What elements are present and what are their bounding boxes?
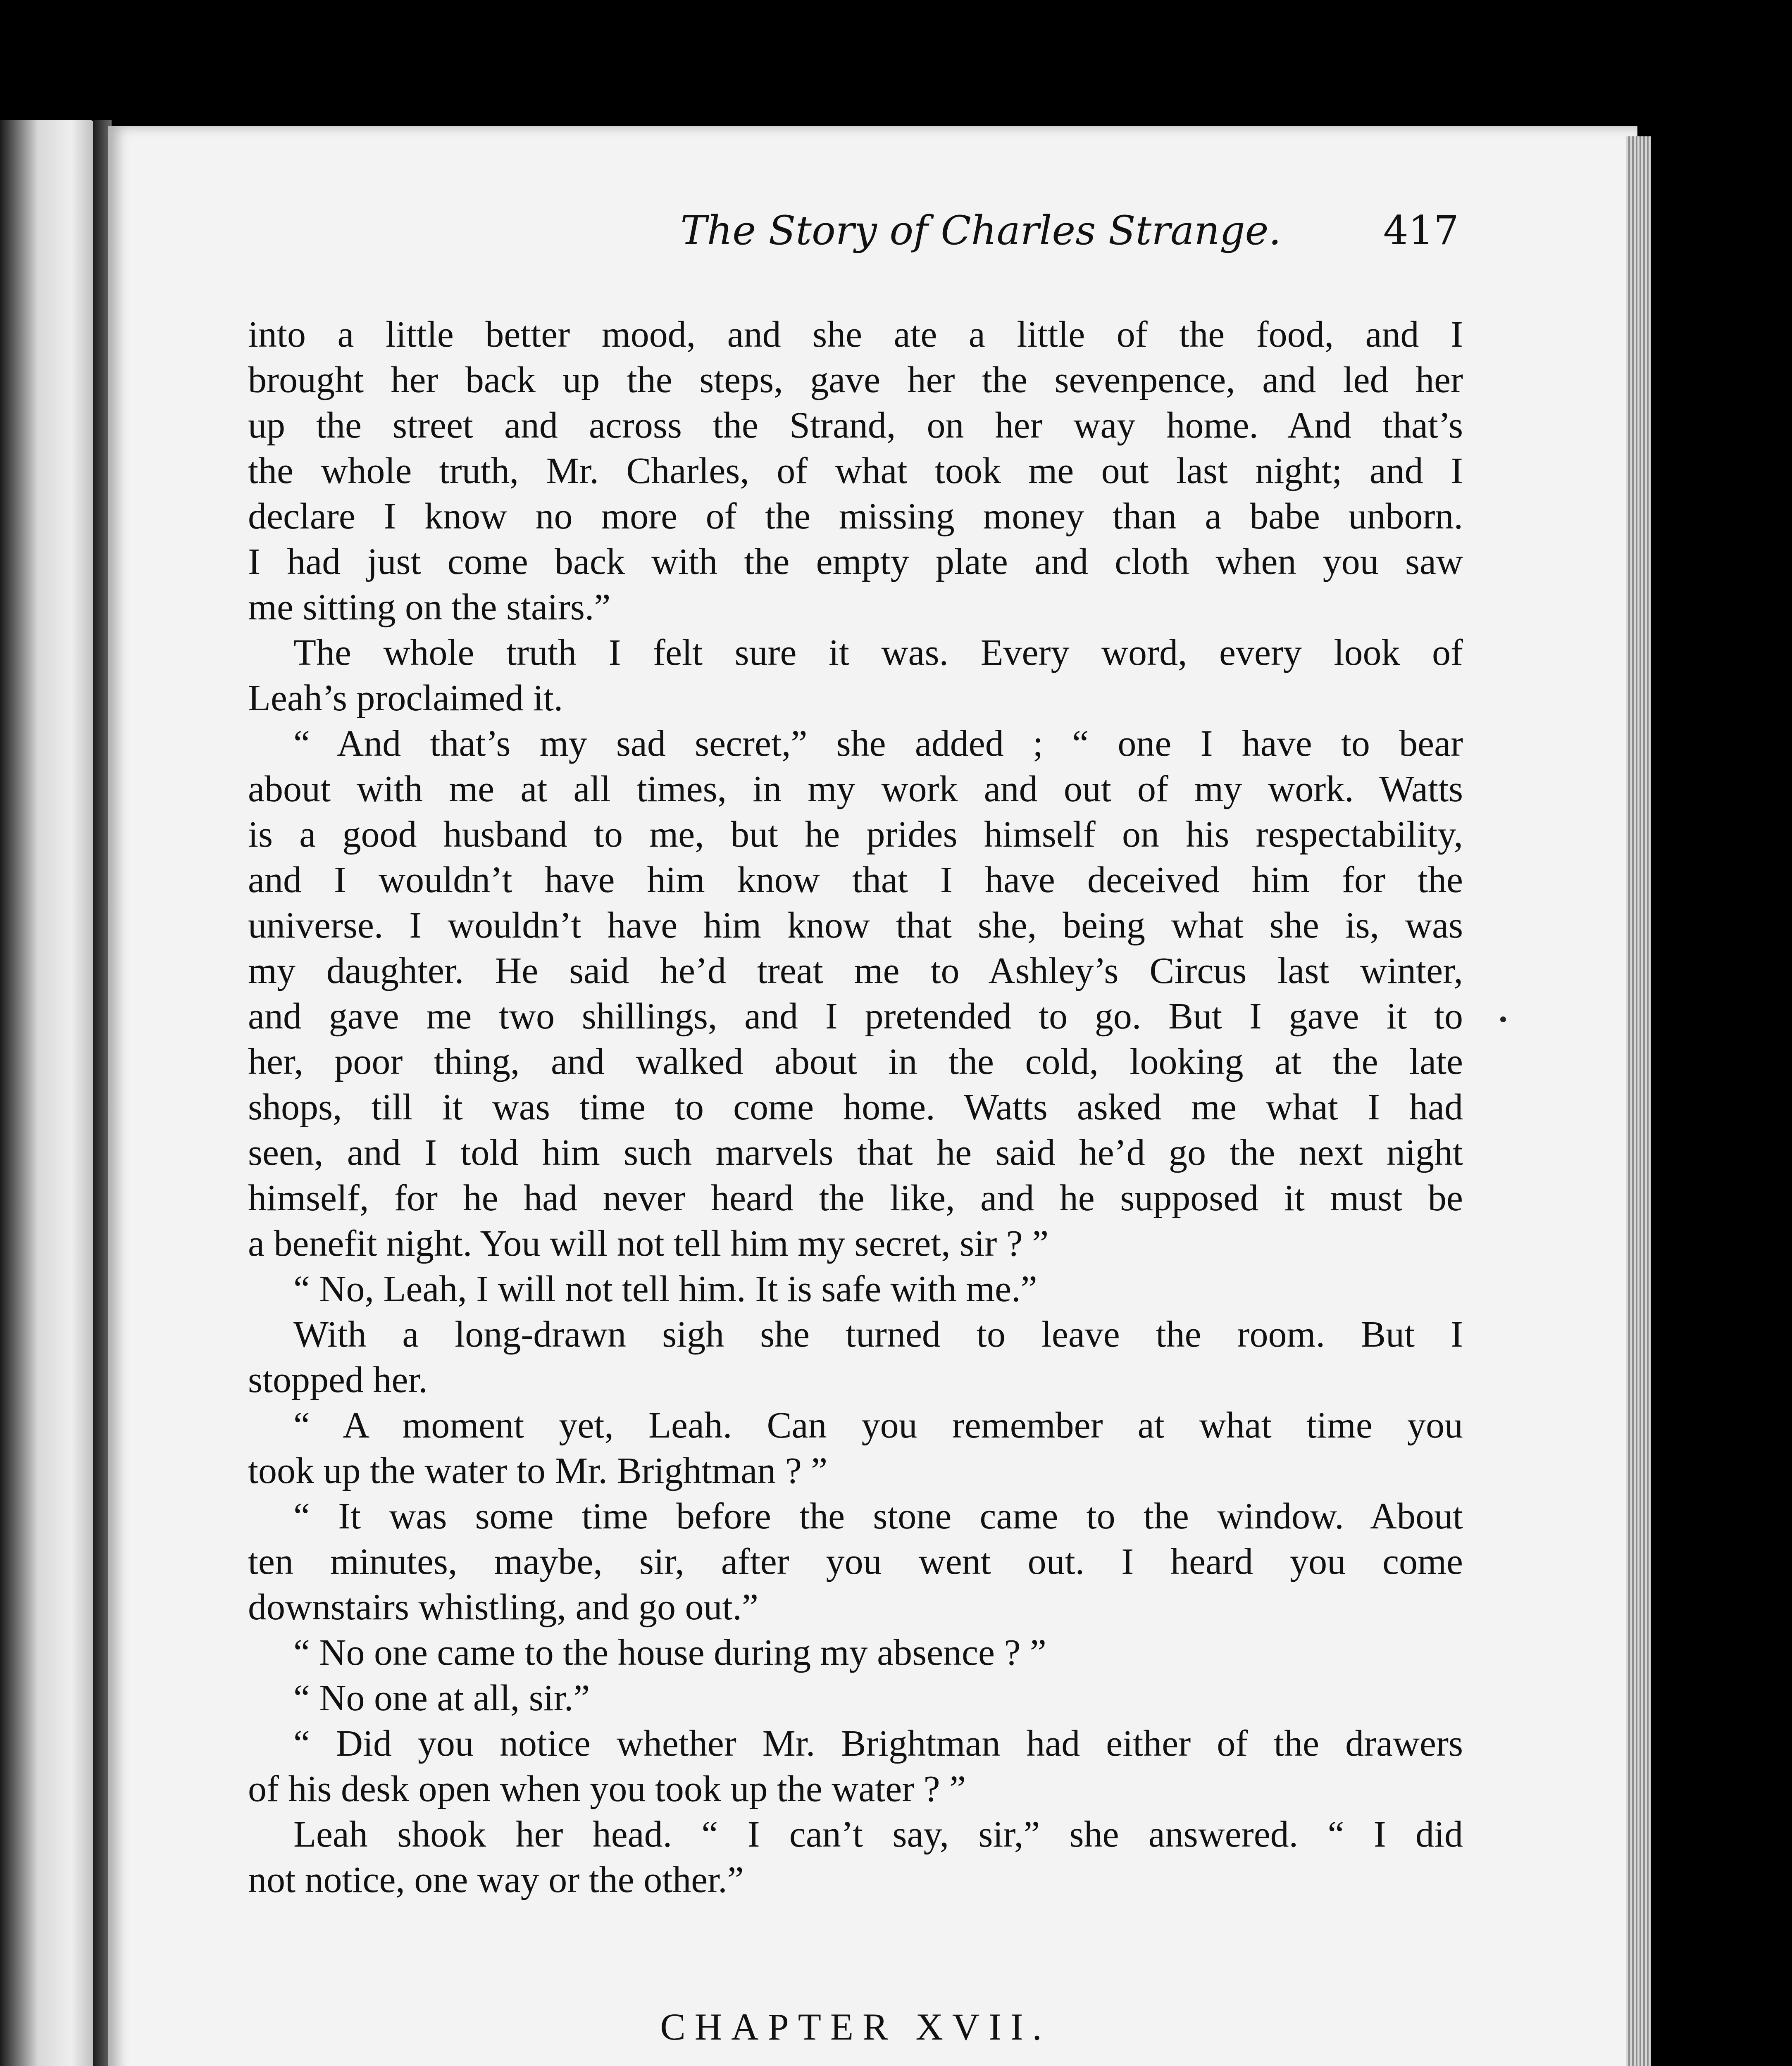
text-line: “ And that’s my sad secret,” she added ; “ one I have to bear	[293, 723, 1463, 764]
text-line: downstairs whistling, and go out.”	[248, 1587, 758, 1628]
text-line: brought her back up the steps, gave her the sevenpence, and led her	[248, 359, 1463, 400]
text-line: me sitting on the stairs.”	[248, 587, 611, 628]
text-line: up the street and across the Strand, on her way home. And that’s	[248, 405, 1463, 446]
text-line: is a good husband to me, but he prides himself on his respectability,	[248, 814, 1463, 855]
page-number: 417	[1383, 207, 1459, 254]
text-line: “ A moment yet, Leah. Can you remember at what time you	[293, 1405, 1463, 1446]
running-header-title: The Story of Charles Strange.	[680, 207, 1281, 254]
text-line: The whole truth I felt sure it was. Every word, every look of	[293, 632, 1463, 673]
text-line: shops, till it was time to come home. Watts asked me what I had	[248, 1087, 1463, 1128]
text-line: universe. I wouldn’t have him know that she, being what she is, was	[248, 905, 1463, 946]
text-line: Leah shook her head. “ I can’t say, sir,” she answered. “ I did	[293, 1814, 1463, 1855]
body-text	[248, 312, 1463, 2066]
text-line: “ Did you notice whether Mr. Brightman had either of the drawers	[293, 1723, 1463, 1764]
text-line: Leah’s proclaimed it.	[248, 678, 563, 719]
text-line: about with me at all times, in my work and out of my work. Watts	[248, 769, 1463, 809]
text-line: stopped her.	[248, 1359, 428, 1400]
page-stack-edge	[1626, 136, 1651, 2066]
text-line: and gave me two shillings, and I pretended to go. But I gave it to	[248, 996, 1463, 1037]
text-line: declare I know no more of the missing money than a babe unborn.	[248, 496, 1463, 537]
text-line: a benefit night. You will not tell him my secret, sir ? ”	[248, 1223, 1049, 1264]
text-line: her, poor thing, and walked about in the cold, looking at the late	[248, 1041, 1463, 1082]
text-line: not notice, one way or the other.”	[248, 1859, 744, 1900]
text-before-chapter	[248, 312, 1463, 1903]
text-line: “ It was some time before the stone came to the window. About	[293, 1496, 1463, 1537]
text-line: “ No, Leah, I will not tell him. It is safe with me.”	[293, 1269, 1037, 1309]
text-line: the whole truth, Mr. Charles, of what took me out last night; and I	[248, 450, 1463, 491]
text-line: my daughter. He said he’d treat me to Ashley’s Circus last winter,	[248, 950, 1463, 991]
text-line: and I wouldn’t have him know that I have deceived him for the	[248, 859, 1463, 900]
text-line: seen, and I told him such marvels that he said he’d go the next night	[248, 1132, 1463, 1173]
text-line: I had just come back with the empty plate and cloth when you saw	[248, 541, 1463, 582]
text-line: “ No one at all, sir.”	[293, 1678, 590, 1718]
chapter-break-space	[248, 1903, 1463, 1998]
chapter-subheading	[248, 2056, 1463, 2066]
text-line: took up the water to Mr. Brightman ? ”	[248, 1450, 828, 1491]
text-line: ten minutes, maybe, sir, after you went out. I heard you come	[248, 1541, 1463, 1582]
print-speck	[1500, 1016, 1506, 1022]
chapter-heading: CHAPTER XVII.	[660, 2006, 1051, 2048]
text-line: into a little better mood, and she ate a little of the food, and I	[248, 314, 1463, 355]
text-line: With a long-drawn sigh she turned to leave the room. But I	[293, 1314, 1463, 1355]
text-line: of his desk open when you took up the water ? ”	[248, 1768, 966, 1809]
text-line: himself, for he had never heard the like, and he supposed it must be	[248, 1178, 1463, 1219]
facing-page-edge	[0, 120, 95, 2066]
text-line: “ No one came to the house during my absence ? ”	[293, 1632, 1046, 1673]
